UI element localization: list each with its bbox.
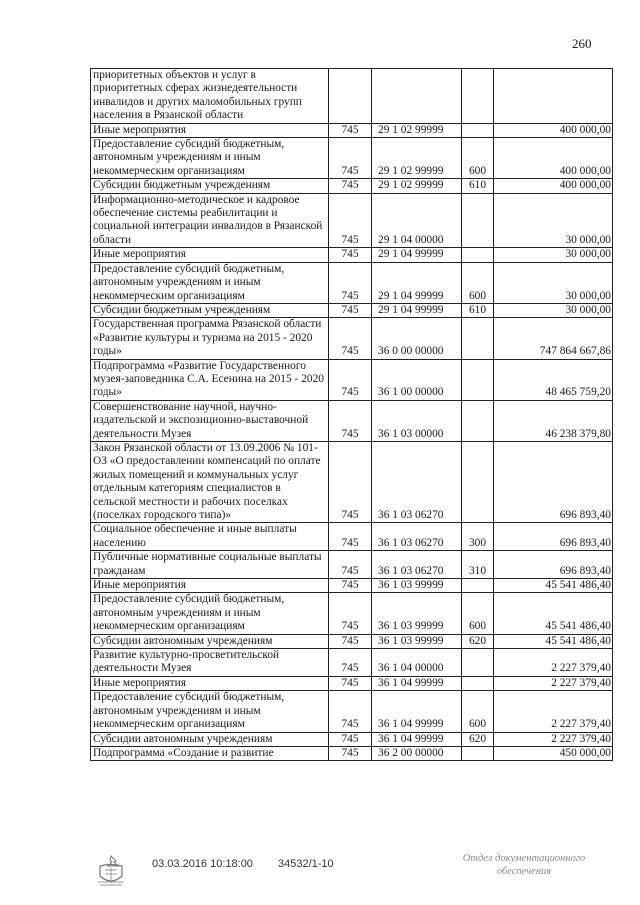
row-amount-cell: 2 227 379,40 — [494, 732, 613, 746]
row-ved-cell: 745 — [329, 123, 372, 137]
row-name-cell: Информационно-методическое и кадровое обеспечение системы реабилитации и социальной интеграции инвалидов в Рязанской области — [91, 193, 329, 248]
row-amount-cell: 48 465 759,20 — [494, 359, 613, 400]
row-amount-cell: 2 227 379,40 — [494, 649, 613, 677]
table-row — [91, 523, 613, 551]
row-ved-cell: 745 — [329, 551, 372, 579]
table-row — [91, 441, 613, 522]
row-csr-cell: 29 1 02 99999 — [372, 123, 462, 137]
row-vr-cell — [462, 318, 494, 359]
row-amount-cell — [494, 69, 613, 124]
table-row — [91, 179, 613, 193]
row-csr-cell: 36 1 03 06270 — [372, 441, 462, 522]
row-vr-cell — [462, 676, 494, 690]
row-name-cell: Предоставление субсидий бюджетным, автономным учреждениям и иным некоммерческим организациям — [91, 691, 329, 732]
table-row — [91, 732, 613, 746]
row-vr-cell: 300 — [462, 523, 494, 551]
row-ved-cell: 745 — [329, 179, 372, 193]
row-vr-cell — [462, 441, 494, 522]
row-name-cell: Субсидии автономным учреждениям — [91, 634, 329, 648]
table-row — [91, 649, 613, 677]
row-name-cell: Подпрограмма «Развитие Государственного музея-заповедника С.А. Есенина на 2015 - 2020 годы» — [91, 359, 329, 400]
row-vr-cell — [462, 400, 494, 441]
row-ved-cell: 745 — [329, 593, 372, 634]
row-name-cell: Иные мероприятия — [91, 676, 329, 690]
row-ved-cell: 745 — [329, 138, 372, 179]
row-csr-cell: 36 1 04 99999 — [372, 732, 462, 746]
row-ved-cell: 745 — [329, 523, 372, 551]
row-name-cell: Предоставление субсидий бюджетным, автономным учреждениям и иным некоммерческим организациям — [91, 593, 329, 634]
row-amount-cell: 30 000,00 — [494, 303, 613, 317]
row-name-cell: Социальное обеспечение и иные выплаты населению — [91, 523, 329, 551]
row-vr-cell: 610 — [462, 303, 494, 317]
row-vr-cell: 600 — [462, 593, 494, 634]
row-vr-cell: 610 — [462, 179, 494, 193]
row-vr-cell: 600 — [462, 691, 494, 732]
table-row — [91, 262, 613, 303]
row-ved-cell: 745 — [329, 441, 372, 522]
row-name-cell: Предоставление субсидий бюджетным, автономным учреждениям и иным некоммерческим организациям — [91, 138, 329, 179]
row-csr-cell: 36 1 04 99999 — [372, 676, 462, 690]
row-name-cell: Субсидии бюджетным учреждениям — [91, 303, 329, 317]
coat-of-arms-icon — [94, 854, 128, 888]
row-csr-cell: 36 1 03 99999 — [372, 579, 462, 593]
row-ved-cell: 745 — [329, 732, 372, 746]
row-name-cell: Субсидии бюджетным учреждениям — [91, 179, 329, 193]
row-ved-cell: 745 — [329, 248, 372, 262]
row-csr-cell: 36 1 04 99999 — [372, 691, 462, 732]
table-row — [91, 593, 613, 634]
row-csr-cell: 29 1 04 00000 — [372, 193, 462, 248]
row-ved-cell: 745 — [329, 746, 372, 760]
row-name-cell: Субсидии автономным учреждениям — [91, 732, 329, 746]
row-amount-cell: 2 227 379,40 — [494, 676, 613, 690]
row-amount-cell: 30 000,00 — [494, 248, 613, 262]
row-name-cell: Государственная программа Рязанской области «Развитие культуры и туризма на 2015 - 2020 годы» — [91, 318, 329, 359]
row-amount-cell: 30 000,00 — [494, 193, 613, 248]
row-amount-cell: 400 000,00 — [494, 179, 613, 193]
row-ved-cell: 745 — [329, 676, 372, 690]
row-ved-cell: 745 — [329, 579, 372, 593]
row-amount-cell: 696 893,40 — [494, 551, 613, 579]
row-vr-cell — [462, 123, 494, 137]
table-row — [91, 248, 613, 262]
row-amount-cell: 45 541 486,40 — [494, 634, 613, 648]
budget-table — [90, 68, 613, 761]
table-row — [91, 634, 613, 648]
row-amount-cell: 45 541 486,40 — [494, 593, 613, 634]
table-row — [91, 303, 613, 317]
row-amount-cell: 747 864 667,86 — [494, 318, 613, 359]
row-name-cell: приоритетных объектов и услуг в приоритетных сферах жизнедеятельности инвалидов и других маломобильных групп населения в Рязанской области — [91, 69, 329, 124]
row-ved-cell — [329, 69, 372, 124]
row-vr-cell: 600 — [462, 138, 494, 179]
row-ved-cell: 745 — [329, 303, 372, 317]
row-amount-cell: 2 227 379,40 — [494, 691, 613, 732]
table-row — [91, 193, 613, 248]
row-csr-cell: 36 1 03 99999 — [372, 634, 462, 648]
row-csr-cell: 36 1 00 00000 — [372, 359, 462, 400]
row-vr-cell — [462, 69, 494, 124]
row-ved-cell: 745 — [329, 649, 372, 677]
table-row — [91, 691, 613, 732]
row-name-cell: Закон Рязанской области от 13.09.2006 № 101-ОЗ «О предоставлении компенсаций по оплате жилых помещений и коммунальных услуг отдельным категориям специалистов в сельской местности и рабочих поселках (поселках городского типа)» — [91, 441, 329, 522]
row-name-cell: Развитие культурно-просветительской деятельности Музея — [91, 649, 329, 677]
page-footer — [88, 852, 608, 892]
footer-doc-number: 34532/1-10 — [278, 858, 334, 870]
row-csr-cell: 29 1 04 99999 — [372, 262, 462, 303]
row-csr-cell: 36 1 03 99999 — [372, 593, 462, 634]
row-ved-cell: 745 — [329, 193, 372, 248]
row-vr-cell: 620 — [462, 732, 494, 746]
row-amount-cell: 400 000,00 — [494, 123, 613, 137]
row-vr-cell: 310 — [462, 551, 494, 579]
row-csr-cell: 36 1 03 00000 — [372, 400, 462, 441]
row-amount-cell: 696 893,40 — [494, 523, 613, 551]
row-csr-cell: 29 1 04 99999 — [372, 303, 462, 317]
table-row — [91, 318, 613, 359]
row-vr-cell — [462, 579, 494, 593]
row-csr-cell: 29 1 02 99999 — [372, 138, 462, 179]
row-amount-cell: 400 000,00 — [494, 138, 613, 179]
row-csr-cell: 36 0 00 00000 — [372, 318, 462, 359]
row-ved-cell: 745 — [329, 262, 372, 303]
row-amount-cell: 450 000,00 — [494, 746, 613, 760]
row-name-cell: Подпрограмма «Создание и развитие — [91, 746, 329, 760]
row-name-cell: Иные мероприятия — [91, 579, 329, 593]
office-stamp — [444, 852, 604, 878]
row-ved-cell: 745 — [329, 318, 372, 359]
row-name-cell: Иные мероприятия — [91, 123, 329, 137]
table-row — [91, 400, 613, 441]
stamp-line-1: Отдел документационного — [462, 853, 586, 864]
row-ved-cell: 745 — [329, 359, 372, 400]
row-vr-cell — [462, 359, 494, 400]
row-vr-cell — [462, 649, 494, 677]
row-ved-cell: 745 — [329, 634, 372, 648]
row-ved-cell: 745 — [329, 400, 372, 441]
table-row — [91, 746, 613, 760]
stamp-line-2: обеспечения — [496, 866, 552, 877]
row-amount-cell: 30 000,00 — [494, 262, 613, 303]
row-vr-cell — [462, 193, 494, 248]
table-row — [91, 551, 613, 579]
row-vr-cell — [462, 746, 494, 760]
table-row — [91, 138, 613, 179]
row-vr-cell: 620 — [462, 634, 494, 648]
row-ved-cell: 745 — [329, 691, 372, 732]
table-row — [91, 359, 613, 400]
page-number: 260 — [572, 36, 592, 51]
row-name-cell: Иные мероприятия — [91, 248, 329, 262]
row-csr-cell — [372, 69, 462, 124]
footer-date: 03.03.2016 10:18:00 — [152, 858, 253, 870]
row-vr-cell — [462, 248, 494, 262]
row-csr-cell: 29 1 02 99999 — [372, 179, 462, 193]
row-csr-cell: 36 1 04 00000 — [372, 649, 462, 677]
table-body — [91, 69, 613, 761]
row-csr-cell: 29 1 04 99999 — [372, 248, 462, 262]
table-row — [91, 123, 613, 137]
row-csr-cell: 36 1 03 06270 — [372, 551, 462, 579]
table-row — [91, 579, 613, 593]
row-csr-cell: 36 2 00 00000 — [372, 746, 462, 760]
row-name-cell: Публичные нормативные социальные выплаты гражданам — [91, 551, 329, 579]
row-amount-cell: 696 893,40 — [494, 441, 613, 522]
row-name-cell: Предоставление субсидий бюджетным, автономным учреждениям и иным некоммерческим организациям — [91, 262, 329, 303]
row-amount-cell: 45 541 486,40 — [494, 579, 613, 593]
row-vr-cell: 600 — [462, 262, 494, 303]
row-csr-cell: 36 1 03 06270 — [372, 523, 462, 551]
table-row — [91, 69, 613, 124]
table-row — [91, 676, 613, 690]
row-amount-cell: 46 238 379,80 — [494, 400, 613, 441]
row-name-cell: Совершенствование научной, научно-издательской и экспозиционно-выставочной деятельности Музея — [91, 400, 329, 441]
